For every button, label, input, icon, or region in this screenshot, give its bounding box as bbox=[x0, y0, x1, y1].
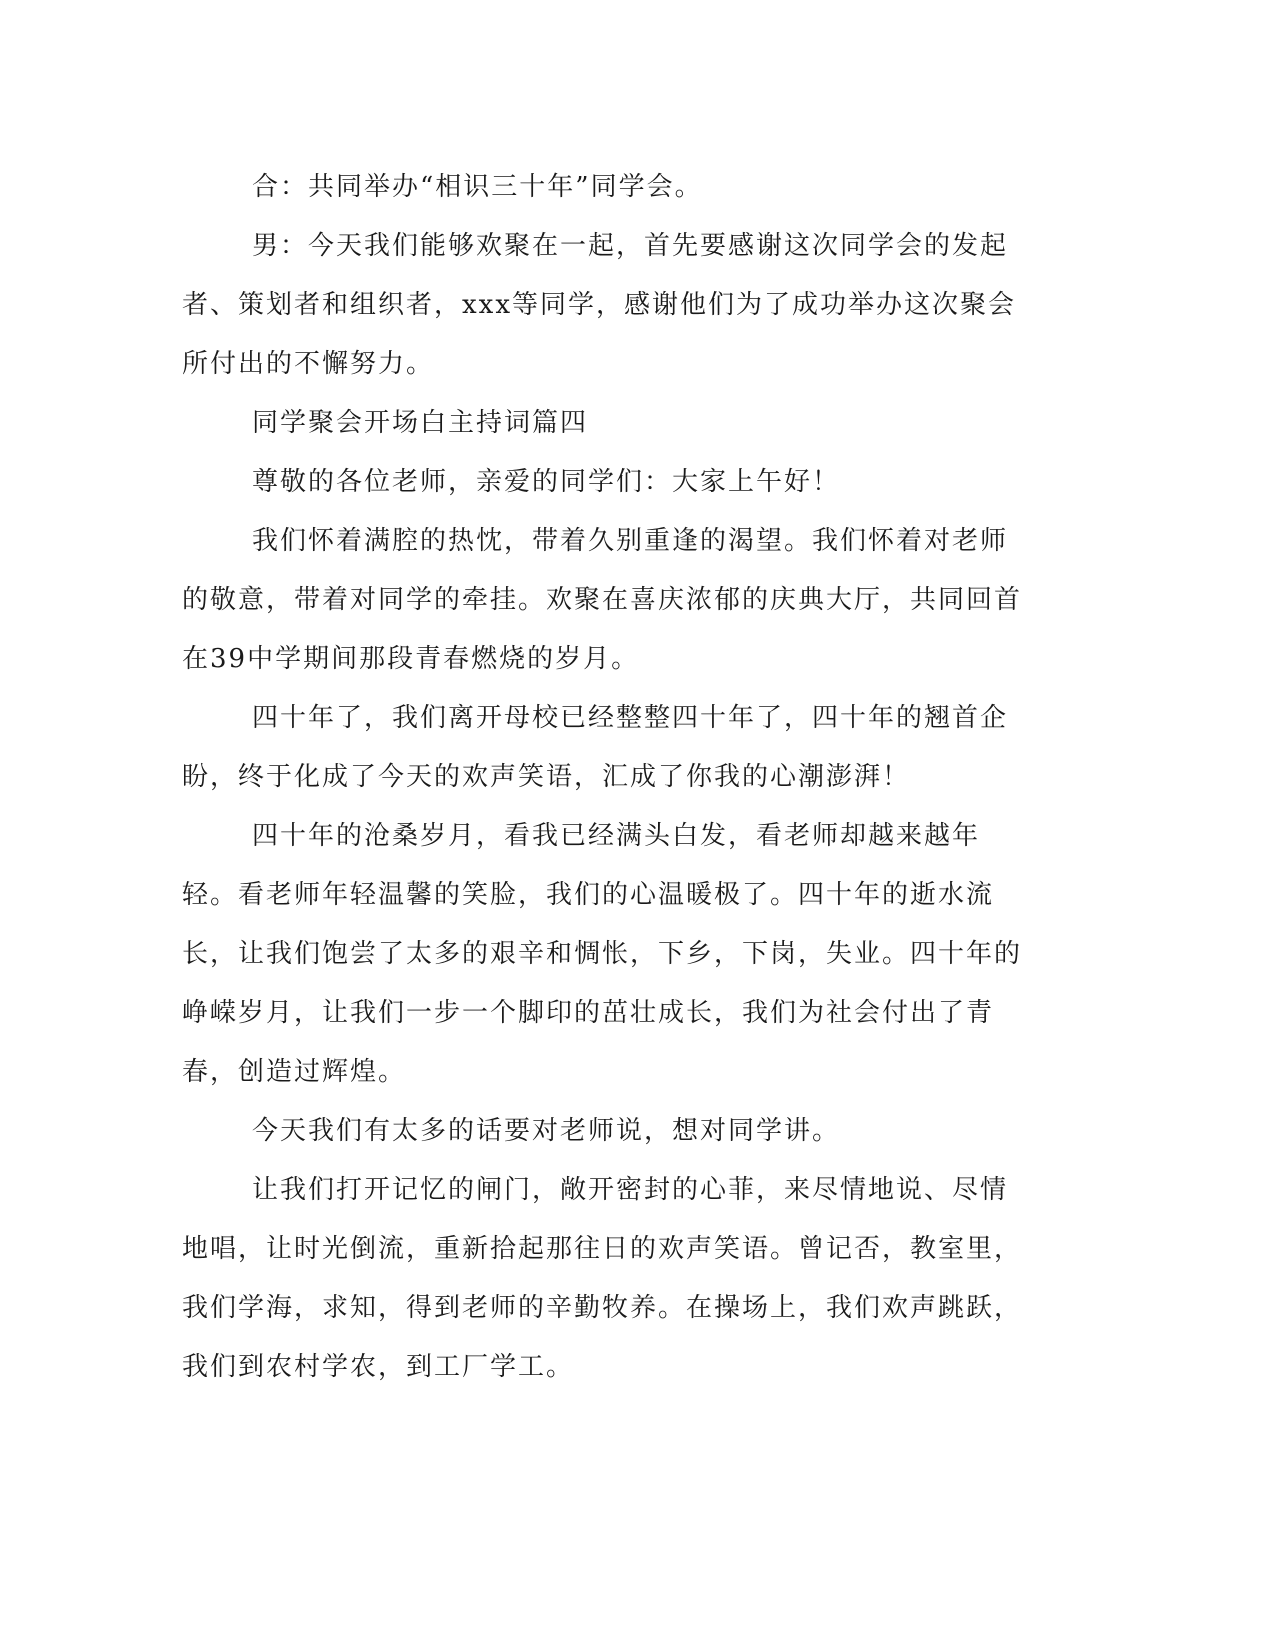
paragraph: 让我们打开记忆的闸门，敞开密封的心菲，来尽情地说、尽情地唱，让时光倒流，重新拾起那往日的欢声笑语。曾记否，教室里，我们学海，求知，得到老师的辛勤牧养。在操场上，我们欢声跳跃，我们到农村学农，到工厂学工。 bbox=[182, 1175, 1023, 1382]
paragraph: 今天我们有太多的话要对老师说，想对同学讲。 bbox=[252, 1116, 841, 1146]
document-body bbox=[182, 158, 1034, 1397]
paragraph: 四十年的沧桑岁月，看我已经满头白发，看老师却越来越年轻。看老师年轻温馨的笑脸，我们的心温暖极了。四十年的逝水流长，让我们饱尝了太多的艰辛和惆怅，下乡，下岗，失业。四十年的峥嵘岁月，让我们一步一个脚印的茁壮成长，我们为社会付出了青春，创造过辉煌。 bbox=[182, 821, 1023, 1087]
section-heading: 同学聚会开场白主持词篇四 bbox=[252, 408, 589, 438]
paragraph: 男：今天我们能够欢聚在一起，首先要感谢这次同学会的发起者、策划者和组织者，xxx等同学，感谢他们为了成功举办这次聚会所付出的不懈努力。 bbox=[182, 231, 1016, 379]
paragraph: 我们怀着满腔的热忱，带着久别重逢的渴望。我们怀着对老师的敬意，带着对同学的牵挂。欢聚在喜庆浓郁的庆典大厅，共同回首在39中学期间那段青春燃烧的岁月。 bbox=[182, 526, 1023, 674]
paragraph: 四十年了，我们离开母校已经整整四十年了，四十年的翘首企盼，终于化成了今天的欢声笑语，汇成了你我的心潮澎湃！ bbox=[182, 703, 1009, 792]
paragraph: 合：共同举办“相识三十年”同学会。 bbox=[252, 172, 703, 202]
paragraph: 尊敬的各位老师，亲爱的同学们：大家上午好！ bbox=[252, 467, 841, 497]
